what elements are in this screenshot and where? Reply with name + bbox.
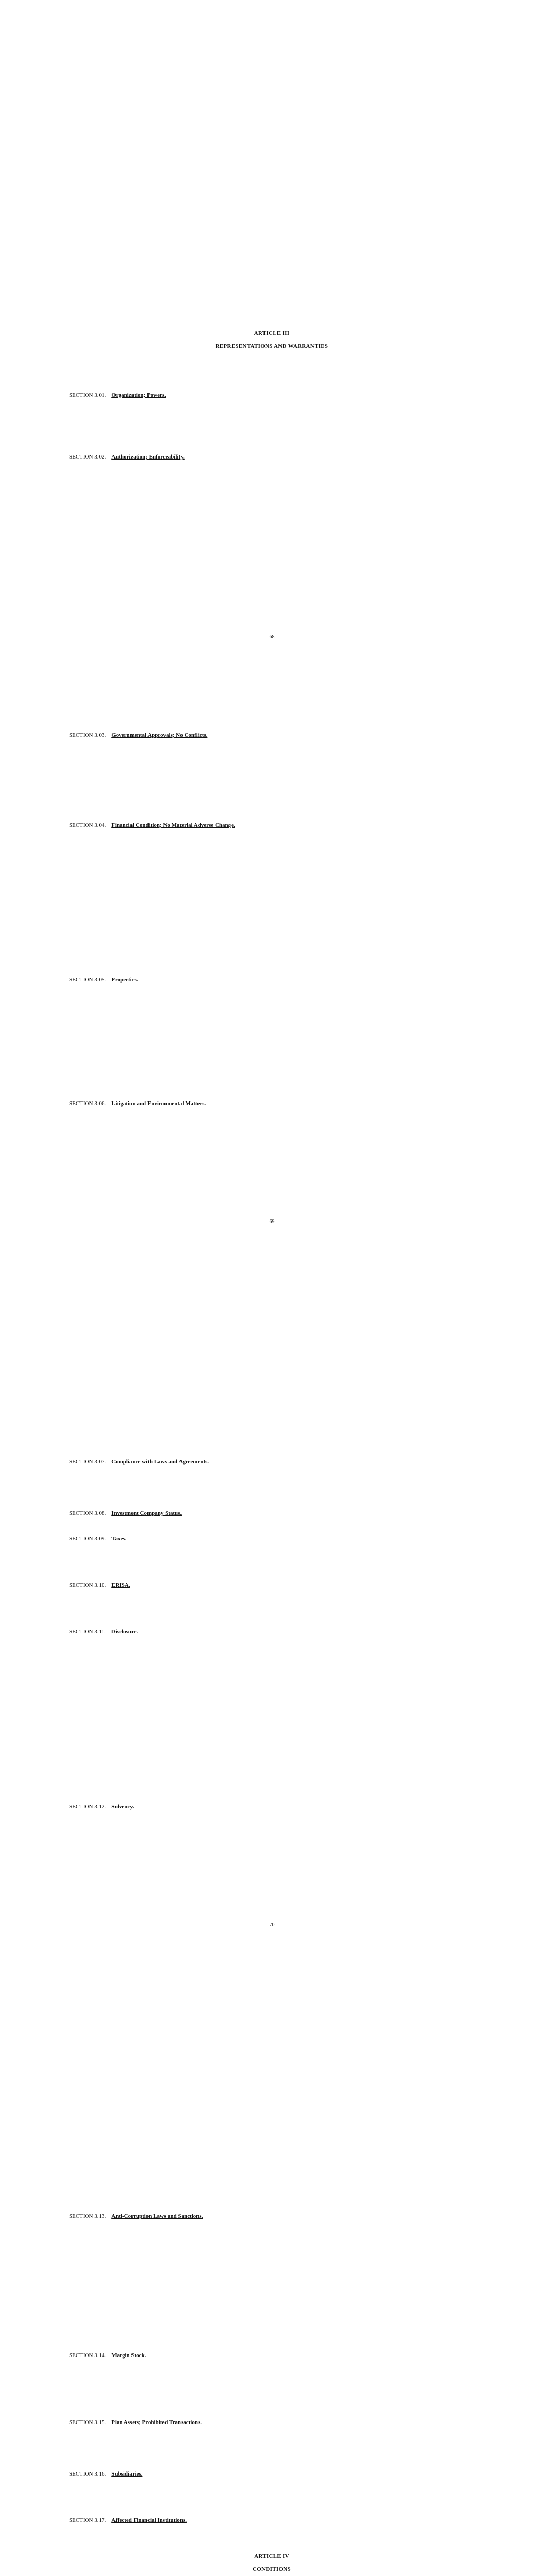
page-number: 69 [269,1219,275,1225]
page-number: 68 [269,634,275,640]
section-heading: SECTION 3.07. Compliance with Laws and Agreements. [69,1459,209,1465]
section-heading: SECTION 3.06. Litigation and Environmental Matters. [69,1100,206,1107]
section-heading: SECTION 3.15. Plan Assets; Prohibited Transactions. [69,2419,202,2426]
section-heading: SECTION 3.10. ERISA. [69,1582,130,1588]
section-heading: SECTION 3.02. Authorization; Enforceability. [69,454,185,460]
page-number: 70 [269,1922,275,1928]
section-3-02 [32,453,512,466]
page-71 [0,2110,544,2576]
page-68 [0,0,544,703]
section-3-04 [32,822,512,835]
section-3-12 [32,1803,512,1816]
section-3-09 [32,1535,512,1548]
section-heading: SECTION 3.11. Disclosure. [69,1629,138,1635]
section-heading: SECTION 3.03. Governmental Approvals; No Conflicts. [69,732,208,738]
section-heading: SECTION 3.14. Margin Stock. [69,2352,146,2359]
section-heading: SECTION 3.04. Financial Condition; No Material Adverse Change. [69,822,235,828]
section-3-15 [32,2419,512,2432]
section-heading: SECTION 3.09. Taxes. [69,1536,127,1542]
section-3-08 [32,1510,512,1522]
article-4-heading: ARTICLE IV [254,2553,289,2560]
section-3-11 [32,1628,512,1641]
section-heading: SECTION 3.17. Affected Financial Institutions. [69,2517,187,2523]
section-heading: SECTION 3.01. Organization; Powers. [69,392,166,398]
section-3-07 [32,1458,512,1471]
section-3-17 [32,2517,512,2530]
section-3-05 [32,976,512,989]
section-heading: SECTION 3.16. Subsidiaries. [69,2471,143,2477]
section-heading: SECTION 3.12. Solvency. [69,1804,134,1810]
article-4-heading-block [32,2553,512,2573]
section-3-16 [32,2470,512,2483]
section-heading: SECTION 3.05. Properties. [69,977,138,983]
article-4-subheading: CONDITIONS [253,2566,291,2572]
section-3-03 [32,732,512,744]
page-70 [0,1406,544,2110]
section-3-14 [32,2352,512,2365]
article-3-heading-block [32,330,512,350]
section-3-13 [32,2213,512,2226]
section-3-10 [32,1582,512,1595]
section-3-01 [32,392,512,404]
article-3-heading: ARTICLE III [254,330,290,336]
page-69 [0,703,544,1406]
section-heading: SECTION 3.08. Investment Company Status. [69,1510,182,1516]
section-heading: SECTION 3.13. Anti-Corruption Laws and Sanctions. [69,2213,203,2219]
article-3-subheading: REPRESENTATIONS AND WARRANTIES [215,343,328,349]
section-3-06 [32,1100,512,1113]
